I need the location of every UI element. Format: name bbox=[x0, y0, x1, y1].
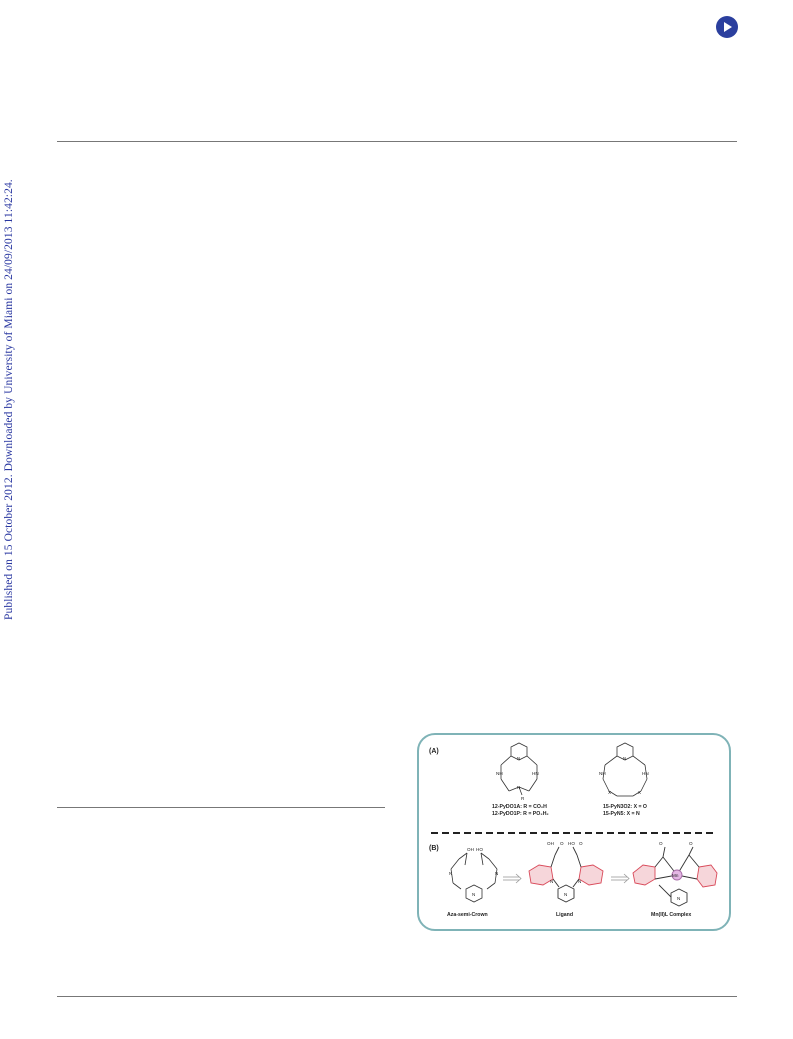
panel-a-label: (A) bbox=[429, 748, 439, 755]
atom-nh-a: NH bbox=[496, 771, 503, 776]
atom-ho-lig: HO bbox=[568, 841, 575, 846]
atom-oh-lig: OH bbox=[547, 841, 554, 846]
atom-n-b1: N bbox=[449, 871, 453, 876]
download-info: Downloaded by University of Miami on 24/09/2013 11:42:24. bbox=[3, 179, 15, 472]
atom-x-left: X bbox=[608, 790, 612, 795]
reaction-arrow-2 bbox=[611, 874, 629, 883]
label-pydo1a: 12-PyDO1A: R = CO₂H bbox=[492, 804, 547, 810]
label-mn-complex: Mn(II)L Complex bbox=[651, 912, 692, 918]
footer-rule bbox=[57, 996, 737, 997]
header-rule bbox=[57, 141, 737, 142]
label-pyn5: 15-PyN5: X = N bbox=[603, 811, 640, 817]
publication-notice bbox=[3, 179, 23, 620]
label-pyn3o2: 15-PyN3O2: X = O bbox=[603, 804, 647, 810]
published-date-link[interactable]: Published on 15 October 2012. bbox=[3, 474, 15, 620]
footnote-rule bbox=[57, 807, 385, 808]
atom-n-lig2: N bbox=[578, 879, 582, 884]
atom-nh-b: NH bbox=[599, 771, 606, 776]
panel-b-label: (B) bbox=[429, 845, 439, 852]
atom-n-b3: N bbox=[472, 892, 476, 897]
atom-r: R bbox=[521, 796, 525, 801]
atom-n-lig3: N bbox=[564, 892, 568, 897]
atom-hn-b: HN bbox=[642, 771, 649, 776]
next-page-button[interactable] bbox=[716, 16, 738, 38]
atom-oh: OH bbox=[467, 847, 474, 852]
atom-x-right: X bbox=[638, 790, 642, 795]
atom-n-bottom-a: N bbox=[517, 785, 521, 790]
chemical-structures-figure bbox=[417, 733, 731, 931]
atom-o-cplx2: O bbox=[689, 841, 693, 846]
figure-drawing bbox=[419, 735, 729, 929]
atom-hn-a: HN bbox=[532, 771, 539, 776]
label-pydo1p: 12-PyDO1P: R = PO₃H₂ bbox=[492, 811, 549, 817]
atom-o-cplx1: O bbox=[659, 841, 663, 846]
reaction-arrow-1 bbox=[503, 874, 521, 883]
atom-n-py-b: N bbox=[623, 756, 627, 761]
label-ligand: Ligand bbox=[556, 912, 574, 918]
atom-ho: HO bbox=[476, 847, 483, 852]
atom-o-lig1: O bbox=[560, 841, 564, 846]
atom-mn: Mn bbox=[672, 873, 679, 878]
atom-n-cplx: N bbox=[677, 896, 681, 901]
label-aza-semi-crown: Aza-semi-Crown bbox=[447, 912, 488, 918]
atom-n-py-a: N bbox=[517, 756, 521, 761]
atom-o-lig2: O bbox=[579, 841, 583, 846]
play-arrow-icon bbox=[716, 16, 738, 38]
pyn3o2-structure bbox=[603, 743, 647, 796]
atom-n-lig1: N bbox=[550, 879, 554, 884]
atom-n-b2: N bbox=[495, 871, 499, 876]
